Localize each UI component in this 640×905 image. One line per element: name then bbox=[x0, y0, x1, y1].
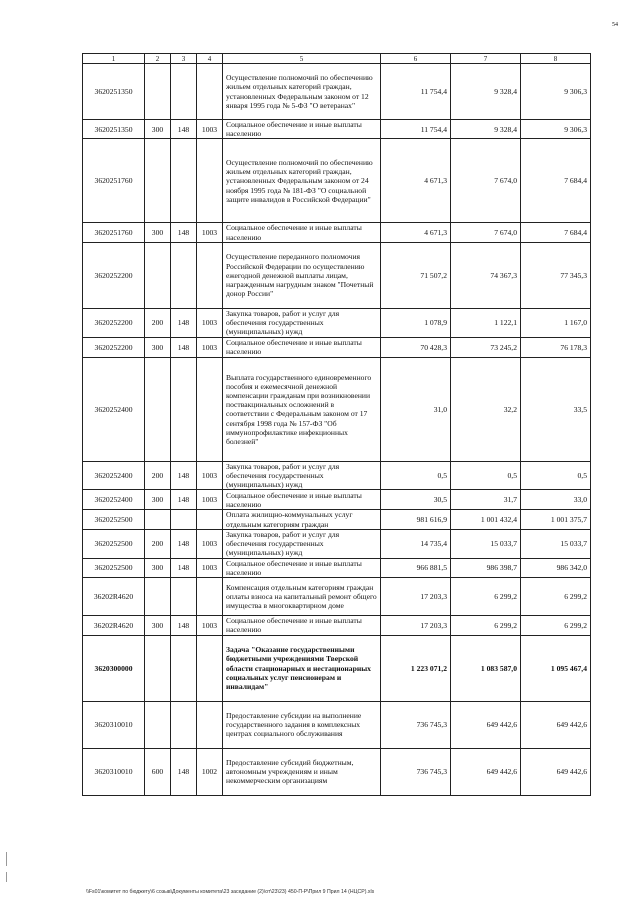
amount-cell: 71 507,2 bbox=[381, 242, 451, 308]
amount-cell: 74 367,3 bbox=[451, 242, 521, 308]
section-cell: 1003 bbox=[197, 529, 223, 558]
expense-type-cell bbox=[145, 242, 171, 308]
ministry-cell bbox=[171, 635, 197, 701]
table-row bbox=[83, 308, 591, 337]
amount-cell: 649 442,6 bbox=[451, 701, 521, 748]
description-cell: Социальное обеспечение и иные выплаты населению bbox=[223, 337, 381, 357]
header-cell: 4 bbox=[197, 54, 223, 64]
page-number: 54 bbox=[612, 22, 618, 28]
expense-type-cell: 200 bbox=[145, 461, 171, 490]
header-cell: 8 bbox=[521, 54, 591, 64]
ministry-cell: 148 bbox=[171, 558, 197, 577]
amount-cell: 31,7 bbox=[451, 490, 521, 510]
amount-cell: 736 745,3 bbox=[381, 748, 451, 795]
description-cell: Выплата государственного единовременного пособия и ежемесячной денежной компенсации гражданам при возникновении поствакцинальных осложнений в соответствии с Федеральным законом от 17 сентября 1998 года № 157-ФЗ "Об иммунопрофилактике инфекционных болезней" bbox=[223, 357, 381, 461]
expense-type-cell bbox=[145, 357, 171, 461]
table-row bbox=[83, 223, 591, 242]
table-body bbox=[83, 64, 591, 796]
ministry-cell bbox=[171, 139, 197, 223]
section-cell bbox=[197, 242, 223, 308]
section-cell: 1002 bbox=[197, 748, 223, 795]
expense-type-cell bbox=[145, 64, 171, 120]
expense-type-cell: 300 bbox=[145, 120, 171, 139]
amount-cell: 73 245,2 bbox=[451, 337, 521, 357]
amount-cell: 9 328,4 bbox=[451, 64, 521, 120]
expense-type-cell: 600 bbox=[145, 748, 171, 795]
amount-cell: 649 442,6 bbox=[521, 701, 591, 748]
amount-cell: 1 001 375,7 bbox=[521, 510, 591, 529]
amount-cell: 981 616,9 bbox=[381, 510, 451, 529]
description-cell: Задача "Оказание государственными бюджетными учреждениями Тверской области стационарных и нестационарных социальных услуг пенсионерам и инвалидам" bbox=[223, 635, 381, 701]
margin-mark bbox=[6, 852, 7, 866]
amount-cell: 33,5 bbox=[521, 357, 591, 461]
code-cell: 3620252500 bbox=[83, 529, 145, 558]
description-cell: Оплата жилищно-коммунальных услуг отдельным категориям граждан bbox=[223, 510, 381, 529]
ministry-cell: 148 bbox=[171, 748, 197, 795]
header-cell: 6 bbox=[381, 54, 451, 64]
amount-cell: 7 684,4 bbox=[521, 139, 591, 223]
amount-cell: 9 328,4 bbox=[451, 120, 521, 139]
ministry-cell bbox=[171, 357, 197, 461]
description-cell: Социальное обеспечение и иные выплаты населению bbox=[223, 223, 381, 242]
amount-cell: 4 671,3 bbox=[381, 223, 451, 242]
header-cell: 3 bbox=[171, 54, 197, 64]
description-cell: Осуществление полномочий по обеспечению жильем отдельных категорий граждан, установленных Федеральным законом от 24 ноября 1995 года № 181-ФЗ "О социальной защите инвалидов в Российской Федерации" bbox=[223, 139, 381, 223]
section-cell bbox=[197, 578, 223, 616]
code-cell: 3620251760 bbox=[83, 139, 145, 223]
expense-type-cell bbox=[145, 510, 171, 529]
description-cell: Закупка товаров, работ и услуг для обеспечения государственных (муниципальных) нужд bbox=[223, 461, 381, 490]
code-cell: 3620251350 bbox=[83, 64, 145, 120]
table-row bbox=[83, 120, 591, 139]
ministry-cell bbox=[171, 701, 197, 748]
amount-cell: 14 735,4 bbox=[381, 529, 451, 558]
amount-cell: 1 078,9 bbox=[381, 308, 451, 337]
ministry-cell: 148 bbox=[171, 490, 197, 510]
code-cell: 3620300000 bbox=[83, 635, 145, 701]
header-cell: 7 bbox=[451, 54, 521, 64]
table-row bbox=[83, 139, 591, 223]
header-cell: 5 bbox=[223, 54, 381, 64]
amount-cell: 17 203,3 bbox=[381, 616, 451, 635]
amount-cell: 649 442,6 bbox=[451, 748, 521, 795]
ministry-cell: 148 bbox=[171, 337, 197, 357]
code-cell: 3620252400 bbox=[83, 357, 145, 461]
header-row bbox=[83, 54, 591, 64]
code-cell: 36202R4620 bbox=[83, 578, 145, 616]
ministry-cell: 148 bbox=[171, 616, 197, 635]
expense-type-cell bbox=[145, 139, 171, 223]
code-cell: 3620252500 bbox=[83, 558, 145, 577]
code-cell: 3620310010 bbox=[83, 701, 145, 748]
code-cell: 3620252200 bbox=[83, 242, 145, 308]
amount-cell: 7 684,4 bbox=[521, 223, 591, 242]
description-cell: Социальное обеспечение и иные выплаты населению bbox=[223, 558, 381, 577]
amount-cell: 0,5 bbox=[521, 461, 591, 490]
code-cell: 3620252500 bbox=[83, 510, 145, 529]
ministry-cell bbox=[171, 242, 197, 308]
amount-cell: 7 674,0 bbox=[451, 139, 521, 223]
table-row bbox=[83, 461, 591, 490]
amount-cell: 966 881,5 bbox=[381, 558, 451, 577]
code-cell: 3620252400 bbox=[83, 461, 145, 490]
ministry-cell: 148 bbox=[171, 529, 197, 558]
amount-cell: 1 083 587,0 bbox=[451, 635, 521, 701]
section-cell: 1003 bbox=[197, 308, 223, 337]
section-cell: 1003 bbox=[197, 490, 223, 510]
amount-cell: 76 178,3 bbox=[521, 337, 591, 357]
expense-type-cell: 200 bbox=[145, 529, 171, 558]
section-cell bbox=[197, 701, 223, 748]
expense-type-cell: 300 bbox=[145, 337, 171, 357]
amount-cell: 1 167,0 bbox=[521, 308, 591, 337]
section-cell: 1003 bbox=[197, 461, 223, 490]
description-cell: Закупка товаров, работ и услуг для обеспечения государственных (муниципальных) нужд bbox=[223, 529, 381, 558]
code-cell: 3620252200 bbox=[83, 337, 145, 357]
description-cell: Осуществление полномочий по обеспечению жильем отдельных категорий граждан, установленных Федеральным законом от 12 января 1995 года № 5-ФЗ "О ветеранах" bbox=[223, 64, 381, 120]
amount-cell: 15 033,7 bbox=[451, 529, 521, 558]
description-cell: Социальное обеспечение и иные выплаты населению bbox=[223, 616, 381, 635]
amount-cell: 649 442,6 bbox=[521, 748, 591, 795]
code-cell: 3620252400 bbox=[83, 490, 145, 510]
table-row bbox=[83, 510, 591, 529]
code-cell: 3620252200 bbox=[83, 308, 145, 337]
amount-cell: 7 674,0 bbox=[451, 223, 521, 242]
ministry-cell: 148 bbox=[171, 308, 197, 337]
amount-cell: 6 299,2 bbox=[451, 578, 521, 616]
code-cell: 36202R4620 bbox=[83, 616, 145, 635]
table-row bbox=[83, 337, 591, 357]
description-cell: Компенсация отдельным категориям граждан оплаты взноса на капитальный ремонт общего имущества в многоквартирном доме bbox=[223, 578, 381, 616]
amount-cell: 70 428,3 bbox=[381, 337, 451, 357]
amount-cell: 11 754,4 bbox=[381, 64, 451, 120]
ministry-cell bbox=[171, 510, 197, 529]
code-cell: 3620251350 bbox=[83, 120, 145, 139]
table-row bbox=[83, 490, 591, 510]
section-cell: 1003 bbox=[197, 616, 223, 635]
table-row bbox=[83, 748, 591, 795]
amount-cell: 33,0 bbox=[521, 490, 591, 510]
amount-cell: 32,2 bbox=[451, 357, 521, 461]
description-cell: Закупка товаров, работ и услуг для обеспечения государственных (муниципальных) нужд bbox=[223, 308, 381, 337]
amount-cell: 15 033,7 bbox=[521, 529, 591, 558]
amount-cell: 31,0 bbox=[381, 357, 451, 461]
expense-type-cell: 300 bbox=[145, 616, 171, 635]
header-cell: 2 bbox=[145, 54, 171, 64]
expense-type-cell bbox=[145, 701, 171, 748]
table-row bbox=[83, 529, 591, 558]
budget-table bbox=[82, 53, 591, 796]
amount-cell: 1 122,1 bbox=[451, 308, 521, 337]
ministry-cell bbox=[171, 578, 197, 616]
section-cell bbox=[197, 357, 223, 461]
section-cell bbox=[197, 510, 223, 529]
amount-cell: 17 203,3 bbox=[381, 578, 451, 616]
description-cell: Социальное обеспечение и иные выплаты населению bbox=[223, 120, 381, 139]
description-cell: Осуществление переданного полномочия Российской Федерации по осуществлению ежегодной денежной выплаты лицам, награжденным нагрудным знаком "Почетный донор России" bbox=[223, 242, 381, 308]
amount-cell: 11 754,4 bbox=[381, 120, 451, 139]
amount-cell: 986 398,7 bbox=[451, 558, 521, 577]
section-cell bbox=[197, 64, 223, 120]
section-cell bbox=[197, 139, 223, 223]
section-cell bbox=[197, 635, 223, 701]
table-row bbox=[83, 242, 591, 308]
section-cell: 1003 bbox=[197, 337, 223, 357]
table-row bbox=[83, 558, 591, 577]
file-path-footer: \\Fs01\комитет по бюджету\6 созыв\Документы комитета\23 заседание (2)\от\23\23) 450-П-Р\Прил 9 Прил 14 (НЦСР).xls bbox=[86, 889, 375, 895]
code-cell: 3620310010 bbox=[83, 748, 145, 795]
section-cell: 1003 bbox=[197, 558, 223, 577]
description-cell: Предоставление субсидии на выполнение государственного задания в комплексных центрах социального обслуживания bbox=[223, 701, 381, 748]
amount-cell: 736 745,3 bbox=[381, 701, 451, 748]
amount-cell: 1 001 432,4 bbox=[451, 510, 521, 529]
amount-cell: 30,5 bbox=[381, 490, 451, 510]
ministry-cell: 148 bbox=[171, 120, 197, 139]
section-cell: 1003 bbox=[197, 223, 223, 242]
table-row bbox=[83, 64, 591, 120]
amount-cell: 77 345,3 bbox=[521, 242, 591, 308]
amount-cell: 4 671,3 bbox=[381, 139, 451, 223]
table-row bbox=[83, 357, 591, 461]
expense-type-cell bbox=[145, 578, 171, 616]
section-cell: 1003 bbox=[197, 120, 223, 139]
ministry-cell: 148 bbox=[171, 461, 197, 490]
ministry-cell bbox=[171, 64, 197, 120]
margin-mark bbox=[6, 872, 7, 882]
header-cell: 1 bbox=[83, 54, 145, 64]
amount-cell: 1 223 071,2 bbox=[381, 635, 451, 701]
expense-type-cell: 200 bbox=[145, 308, 171, 337]
table-row bbox=[83, 578, 591, 616]
amount-cell: 6 299,2 bbox=[521, 578, 591, 616]
code-cell: 3620251760 bbox=[83, 223, 145, 242]
amount-cell: 0,5 bbox=[451, 461, 521, 490]
description-cell: Социальное обеспечение и иные выплаты населению bbox=[223, 490, 381, 510]
expense-type-cell: 300 bbox=[145, 223, 171, 242]
table-row bbox=[83, 635, 591, 701]
amount-cell: 986 342,0 bbox=[521, 558, 591, 577]
expense-type-cell: 300 bbox=[145, 558, 171, 577]
expense-type-cell: 300 bbox=[145, 490, 171, 510]
ministry-cell: 148 bbox=[171, 223, 197, 242]
amount-cell: 9 306,3 bbox=[521, 120, 591, 139]
amount-cell: 6 299,2 bbox=[521, 616, 591, 635]
amount-cell: 1 095 467,4 bbox=[521, 635, 591, 701]
table-row bbox=[83, 701, 591, 748]
description-cell: Предоставление субсидий бюджетным, автономным учреждениям и иным некоммерческим организациям bbox=[223, 748, 381, 795]
expense-type-cell bbox=[145, 635, 171, 701]
amount-cell: 6 299,2 bbox=[451, 616, 521, 635]
amount-cell: 0,5 bbox=[381, 461, 451, 490]
table-row bbox=[83, 616, 591, 635]
amount-cell: 9 306,3 bbox=[521, 64, 591, 120]
